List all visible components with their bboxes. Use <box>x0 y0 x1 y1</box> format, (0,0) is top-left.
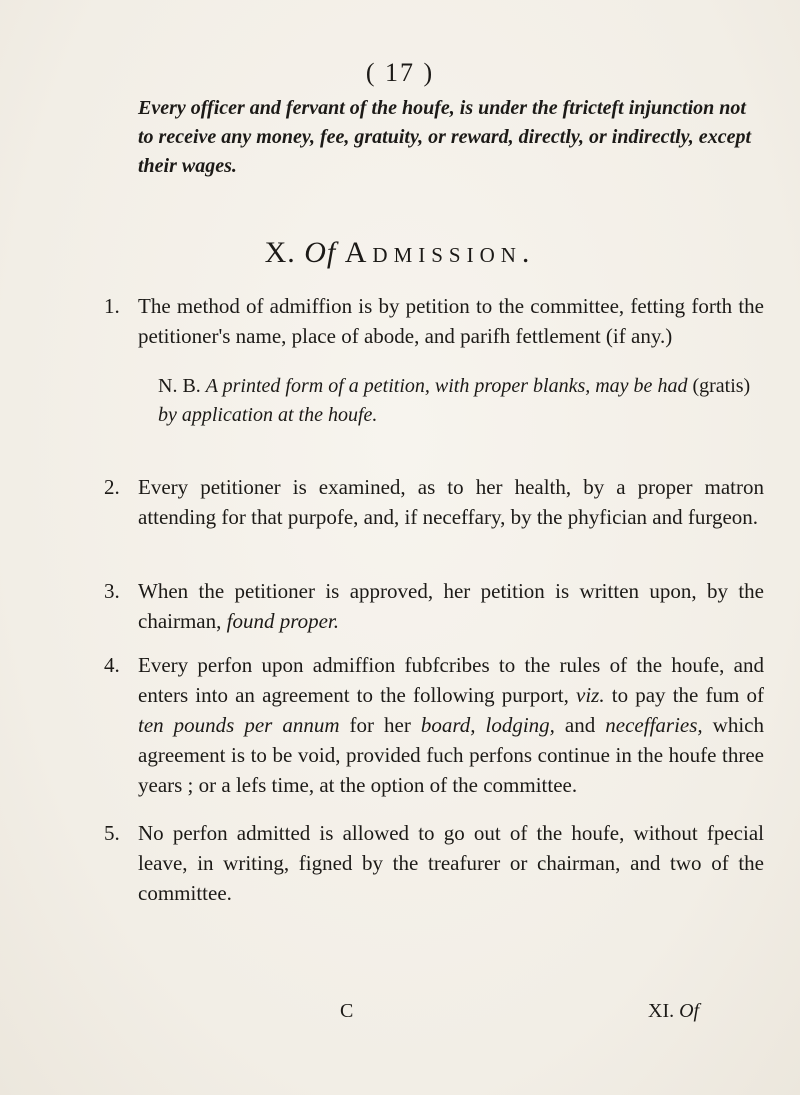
nb-italic-text: A printed form of a petition, with proper blanks, may be had <box>205 375 688 397</box>
nb-italic-text-end: by application at the houfe. <box>158 404 378 426</box>
item-text-plain: to pay the fum of <box>604 683 764 707</box>
catchword-of: Of <box>679 1000 700 1022</box>
item-text-italic: viz. <box>576 683 605 707</box>
item-text-plain: for her <box>339 713 421 737</box>
catchword <box>648 1000 699 1023</box>
section-title: Admission. <box>344 236 536 269</box>
section-numeral: X. <box>264 236 296 269</box>
list-item <box>104 650 764 800</box>
nb-gratis: (gratis) <box>692 375 751 397</box>
section-of: Of <box>304 236 337 269</box>
item-text: No perfon admitted is allowed to go out of the houfe, without fpecial leave, in writing, figned by the treafurer or chairman, and two of the committee. <box>138 821 764 905</box>
item-text-plain: which agreement is to be void, provided fuch perfons continue in the houfe three years ; or a lefs time, at the option of the committee. <box>138 713 764 797</box>
item-text <box>104 576 764 636</box>
list-item <box>104 818 764 908</box>
list-item <box>104 472 764 532</box>
item-text: The method of admiffion is by petition to the committee, fetting forth the petitioner's name, place of abode, and parifh fettlement (if any.) <box>138 294 764 348</box>
catchword-numeral: XI. <box>648 1000 675 1022</box>
signature-mark: C <box>340 1000 354 1022</box>
intro-paragraph: Every officer and fervant of the houfe, is under the ftricteft injunction not to receive any money, fee, gratuity, or reward, directly, or indirectly, except their wages. <box>138 97 751 177</box>
list-item <box>104 291 764 351</box>
item-text-italic: ten pounds per annum <box>138 713 340 737</box>
list-item <box>104 576 764 636</box>
item-number: 2. <box>104 475 120 499</box>
section-heading <box>0 236 800 270</box>
item-text-italic: found proper. <box>226 609 340 633</box>
nota-bene <box>158 372 764 430</box>
item-text-plain: and <box>554 713 606 737</box>
item-number: 1. <box>104 294 120 318</box>
item-text <box>104 650 764 800</box>
item-text-italic: board, lodging, <box>420 713 555 737</box>
item-number: 3. <box>104 579 120 603</box>
item-text-italic: neceffaries, <box>605 713 703 737</box>
item-number: 5. <box>104 821 120 845</box>
item-text-plain: When the petitioner is approved, her petition is written upon, by the chairman, <box>138 579 764 633</box>
item-number: 4. <box>104 653 120 677</box>
page-number: ( 17 ) <box>365 58 435 87</box>
nb-prefix: N. B. <box>158 375 201 397</box>
item-text-plain: Every perfon upon admiffion fubfcribes to the rules of the houfe, and enters into an agreement to the following purport, <box>138 653 764 707</box>
item-text: Every petitioner is examined, as to her health, by a proper matron attending for that purpofe, and, if neceffary, by the phyfician and furgeon. <box>138 475 764 529</box>
